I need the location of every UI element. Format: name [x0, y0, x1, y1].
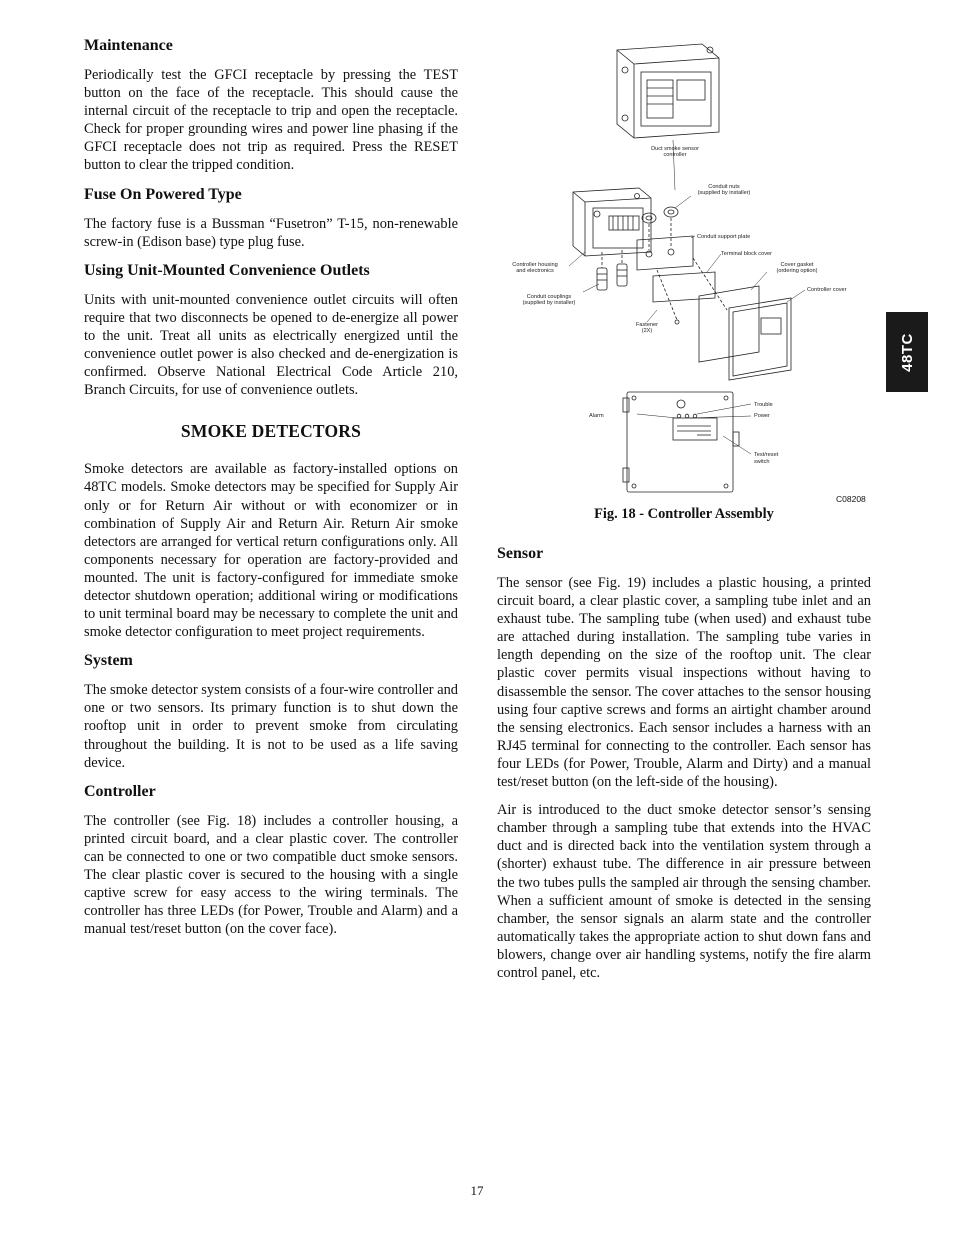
label-controller-cover: Controller cover	[807, 287, 847, 293]
smoke-detectors-heading: SMOKE DETECTORS	[180, 421, 362, 442]
side-tab-label: 48TC	[898, 332, 916, 372]
right-column	[497, 544, 871, 992]
controller-heading: Controller	[84, 782, 156, 800]
outlets-text: Units with unit-mounted convenience outlet circuits will often require that two disconnects be opened to de-energize all power to the unit. Treat all units as electrically energized until the convenience outlet power is also checked and de-energization is confirmed. Observe National Electrical Code Article 210, Branch Circuits, for use of convenience outlets.	[84, 291, 458, 399]
label-duct-controller-1: Duct smoke sensor	[651, 146, 699, 152]
label-test-reset-1: Test/reset	[754, 452, 779, 458]
outlets-heading: Using Unit-Mounted Convenience Outlets	[84, 261, 370, 279]
maintenance-heading: Maintenance	[84, 37, 173, 54]
figure-code: C08208	[836, 494, 866, 504]
label-duct-controller-2: controller	[663, 152, 687, 158]
label-fastener-2: (2X)	[641, 328, 653, 334]
label-conduit-nuts-2: (supplied by installer)	[697, 190, 751, 196]
label-gasket-1: Cover gasket	[780, 262, 814, 268]
label-power: Power	[754, 413, 770, 419]
fuse-text: The factory fuse is a Bussman “Fusetron” T-15, non-renewable screw-in (Edison base) type plug fuse.	[84, 215, 458, 250]
label-alarm: Alarm	[589, 413, 604, 419]
controller-assembly-figure	[497, 40, 871, 530]
assembled-controller-drawing	[617, 44, 719, 138]
page-number: 17	[470, 1183, 484, 1198]
controller-housing-drawing	[573, 188, 651, 256]
label-conduit-nuts-1: Conduit nuts	[708, 184, 740, 190]
terminal-block-cover-drawing	[653, 272, 715, 302]
system-heading: System	[84, 652, 133, 670]
label-couplings-1: Conduit couplings	[526, 294, 572, 300]
figure-caption: Fig. 18 - Controller Assembly	[594, 506, 774, 522]
label-housing-2: and electronics	[516, 268, 554, 274]
maintenance-text: Periodically test the GFCI receptacle by pressing the TEST button on the face of the receptacle. This should cause the internal circuit of the receptacle to trip and open the receptacle. Check for proper grounding wires and power line phasing if the GFCI receptacle does not trip as required. Press the RESET button to clear the tripped condition.	[84, 67, 458, 174]
label-test-reset-2: switch	[754, 459, 770, 465]
fuse-heading: Fuse On Powered Type	[84, 185, 242, 203]
label-gasket-2: (ordering option)	[776, 268, 818, 274]
label-trouble: Trouble	[754, 402, 773, 408]
label-fastener-1: Fastener	[635, 322, 659, 328]
controller-text: The controller (see Fig. 18) includes a controller housing, a printed circuit board, and a clear plastic cover. The controller can be connected to one or two compatible duct smoke sensors. The clear plastic cover is secured to the housing with a single captive screw for easy access to the wiring terminals. The controller has three LEDs (for Power, Trouble and Alarm) and a manual test/reset button (on the cover face).	[84, 812, 458, 938]
smoke-detectors-text: Smoke detectors are available as factory-installed options on 48TC models. Smoke detectors may be specified for Supply Air only or for Return Air without or with economizer or in combination of Supply Air and Return Air. Return Air smoke detectors are arranged for vertical return configurations only. All components necessary for operation are factory-provided and mounted. The unit is factory-configured for immediate smoke detector shutdown operation; additional wiring or modifications to unit terminal board may be necessary to complete the unit and smoke detector configuration to meet project requirements.	[84, 461, 458, 641]
label-couplings-2: (supplied by installer)	[522, 300, 576, 306]
system-text: The smoke detector system consists of a four-wire controller and one or two sensors. Its primary function is to shut down the rooftop unit in order to prevent smoke from circulating throughout the building. It is not to be used as a life saving device.	[84, 682, 458, 771]
label-terminal-cover: Terminal block cover	[721, 251, 772, 257]
sensor-heading: Sensor	[497, 545, 544, 562]
sensor-text-1: The sensor (see Fig. 19) includes a plastic housing, a printed circuit board, a clear plastic cover, a sampling tube inlet and an exhaust tube. The sampling tube (when used) and exhaust tube are attached during installation. The sampling tube varies in length depending on the size of the rooftop unit. The clear plastic cover permits visual inspections without having to disassemble the sensor. The cover attaches to the sensor housing using four captive screws and forms an airtight chamber around the sensing electronics. Each sensor includes a harness with an RJ45 terminal for connecting to the controller. Each sensor has four LEDs (for Power, Trouble, Alarm and Dirty) and a manual test/reset button (on the left-side of the housing).	[497, 575, 871, 791]
label-conduit-support: Conduit support plate	[697, 234, 751, 240]
conduit-support-plate-drawing	[637, 236, 693, 270]
conduit-couplings-drawing	[597, 264, 627, 290]
side-tab	[886, 312, 928, 392]
controller-cover-drawing	[729, 298, 791, 380]
controller-front-view-drawing	[623, 392, 739, 492]
left-column	[84, 36, 458, 948]
sensor-text-2: Air is introduced to the duct smoke detector sensor’s sensing chamber through a sampling tube that extends into the HVAC duct and is directed back into the ventilation system through a (shorter) exhaust tube. The difference in air pressure between the two tubes pulls the sampled air through the sensing chamber. When a sufficient amount of smoke is detected in the sensing chamber, the sensor signals an alarm state and the controller automatically takes the appropriate action to shut down fans and blowers, change over air handling systems, notify the fire alarm control panel, etc.	[497, 802, 871, 981]
controller-assembly-drawing	[497, 40, 871, 510]
label-housing-1: Controller housing	[512, 262, 558, 268]
conduit-nuts-drawing	[642, 207, 678, 223]
